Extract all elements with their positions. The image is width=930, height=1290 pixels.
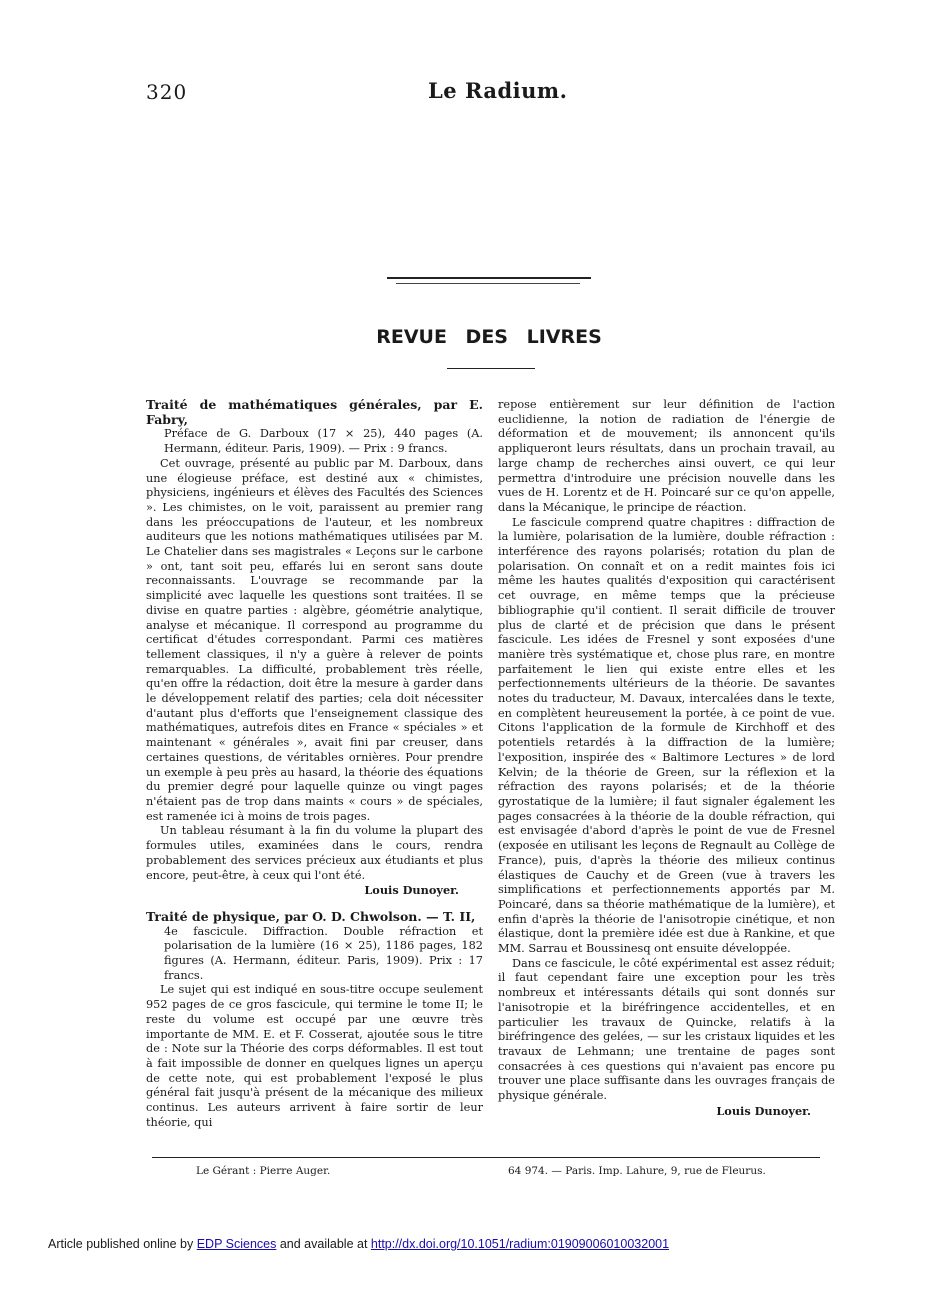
title-underline: [447, 368, 535, 369]
footer-printer-info: 64 974. — Paris. Imp. Lahure, 9, rue de Fleurus.: [508, 1165, 766, 1177]
left-column: [146, 398, 483, 1130]
entry-title: Traité de mathématiques générales, par E. Fabry,: [146, 397, 483, 427]
journal-title: Le Radium.: [428, 78, 568, 103]
review-paragraph: repose entièrement sur leur définition de l'action euclidienne, la notion de radiation de l'énergie de déformation et de mouvement; ils annoncent qu'ils appliqueront leurs résultats, dans un prochain travail, au large champ de recherches ainsi ouvert, ce qui leur permettra d'introduire une précision nouvelle dans les vues de H. Lorentz et de H. Poincaré sur ce qu'on appelle, dans la Mécanique, le principe de réaction.: [498, 398, 835, 514]
doi-bar-middle: and available at: [276, 1237, 371, 1251]
doi-link[interactable]: http://dx.doi.org/10.1051/radium:01909006010032001: [370, 1237, 670, 1251]
review-paragraph: Dans ce fascicule, le côté expérimental est assez réduit; il faut cependant faire une exception pour les très nombreux et intéressants détails qui sont donnés sur l'anisotropie et la biréfringence accidentelles, et en particulier les travaux de Quincke, relatifs à la biréfringence des gelées, — sur les cristaux liquides et les travaux de Lehmann; une trentaine de pages sont consacrées à ces questions qui n'avaient pas encore pu trouver une place suffisante dans les ouvrages français de physique générale.: [498, 956, 835, 1103]
entry-title-author: , par O. D. Chwolson. — T. II,: [275, 908, 476, 924]
page-number: 320: [146, 80, 188, 104]
doi-bar: [48, 1237, 669, 1251]
entry-title: [146, 910, 483, 925]
right-column: [498, 398, 835, 1118]
review-paragraph: Cet ouvrage, présenté au public par M. Darboux, dans une élogieuse préface, est destiné aux « chimistes, physiciens, ingénieurs et élèves des Facultés des Sciences ». Les chimistes, on le voit, paraissent au premier rang dans les préoccupations de l'auteur, et les nombreux auditeurs que les notions mathématiques utilisées par M. Le Chatelier dans ses magistrales « Leçons sur le carbone » ont, tant soit peu, effarés lui en seront sans doute reconnaissants. L'ouvrage se recommande par la simplicité avec laquelle les questions sont traitées. Il se divise en quatre parties : algèbre, géométrie analytique, analyse et mécanique. Il correspond au programme du certificat d'études correspondant. Parmi ces matières tellement classiques, il n'y a guère à relever de points remarquables. La difficulté, probablement très réelle, qu'en offre la rédaction, doit être la mesure à garder dans le développement relatif des parties; cela doit nécessiter d'autant plus d'efforts que l'enseignement classique des mathématiques, autrefois dites en France « spéciales » et maintenant « générales », avait fini par creuser, dans certaines questions, de véritables ornières. Pour prendre un exemple à peu près au hasard, la théorie des équations du premier degré pour laquelle quinze ou vingt pages n'étaient pas de trop dans maints « cours » de spéciales, est ramenée ici à moins de trois pages.: [146, 456, 483, 823]
section-title: REVUE DES LIVRES: [376, 326, 602, 348]
entry-meta: 4e fascicule. Diffraction. Double réfraction et polarisation de la lumière (16 × 25), 1186 pages, 182 figures (A. Hermann, éditeur. Paris, 1909). Prix : 17 francs.: [164, 924, 483, 982]
footer-printer-manager: Le Gérant : Pierre Auger.: [196, 1165, 331, 1177]
review-paragraph: Un tableau résumant à la fin du volume la plupart des formules utiles, examinées dans le cours, rendra probablement des services précieux aux étudiants et plus encore, peut-être, à ceux qui l'ont été.: [146, 824, 483, 882]
entry-meta: Préface de G. Darboux (17 × 25), 440 pages (A. Hermann, éditeur. Paris, 1909). — Prix : 9 francs.: [164, 427, 483, 456]
review-paragraph: Le sujet qui est indiqué en sous-titre occupe seulement 952 pages de ce gros fascicule, qui termine le tome II; le reste du volume est occupé par une œuvre très importante de MM. E. et F. Cosserat, ajoutée sous le titre de : Note sur la Théorie des corps déformables. Il est tout à fait impossible de donner en quelques lignes un aperçu de cette note, qui est probablement l'exposé le plus général fait jusqu'à présent de la mécanique des milieux continus. Les auteurs arrivent à faire sortir de leur théorie, qui: [146, 983, 483, 1129]
doi-bar-prefix: Article published online by: [48, 1237, 197, 1251]
publisher-link[interactable]: EDP Sciences: [196, 1237, 277, 1251]
entry-title-main: Traité de physique: [146, 908, 276, 924]
footer-rule: [152, 1157, 820, 1158]
review-paragraph: Le fascicule comprend quatre chapitres : diffraction de la lumière, polarisation de la lumière, double réfraction : interférence des rayons polarisés; rotation du plan de polarisation. On connaît et on a redit maintes fois ici même les hautes qualités d'exposition qui caractérisent cet ouvrage, en même temps que la précieuse bibliographie qu'il contient. Il serait difficile de trouver plus de clarté et de précision que dans le présent fascicule. Les idées de Fresnel y sont exposées d'une manière très systématique et, chose plus rare, en montre parfaitement le lien qui existe entre elles et les perfectionnements ultérieurs de la théorie. De savantes notes du traducteur, M. Davaux, intercalées dans le texte, en complètent heureusement la portée, à ce point de vue. Citons l'application de la formule de Kirchhoff et des potentiels retardés à la diffraction de la lumière; l'exposition, inspirée des « Baltimore Lectures » de lord Kelvin; de la théorie de Green, sur la réflexion et la réfraction des rayons polarisés; et de la théorie gyrostatique de la lumière; il faut signaler également les pages consacrées à la théorie de la double réfraction, qui est envisagée d'abord d'après le point de vue de Fresnel (exposée en utilisant les leçons de Regnault au Collège de France), puis, d'après la théorie des milieux continus élastiques de Cauchy et de Green (vue à travers les simplifications et perfectionnements apportés par M. Poincaré, dans sa théorie mathématique de la lumière), et enfin d'après la théorie de l'anisotropie cinétique, et non élastique, dont la première idée est due à Rankine, et que MM. Sarrau et Boussinesq ont ensuite développée.: [498, 515, 835, 956]
decorative-rule: [396, 283, 580, 284]
decorative-rule: [387, 277, 591, 279]
review-signature: Louis Dunoyer.: [716, 1103, 811, 1118]
review-signature: Louis Dunoyer.: [364, 883, 459, 898]
